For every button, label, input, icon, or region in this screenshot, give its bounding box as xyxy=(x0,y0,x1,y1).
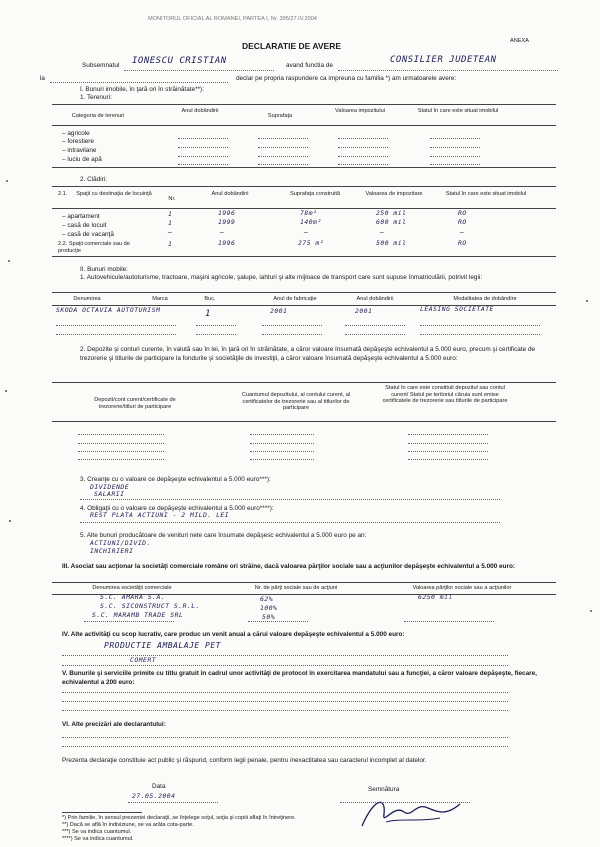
vehicles-header-modalitate: Modalitatea de dobândire xyxy=(453,296,517,302)
comerciale-nr: 1 xyxy=(168,240,173,248)
cladiri-row-stat: — xyxy=(460,228,465,236)
deposits-header-tip: Depozit/cont curent/certificate de trezorerie/titluri de participare xyxy=(94,397,176,410)
cladiri-row-stat: RO xyxy=(458,209,467,217)
creante-line-1: DIVIDENDE xyxy=(90,483,130,491)
deposits-header-stat: Statul în care este constituit depozitul sau contul curent/ Statul pe teritoriul căruia sunt emise certificatele de trezorerie sau titlurile de participare xyxy=(382,385,508,405)
cladiri-header-suprafata: Suprafaţa construită xyxy=(289,191,341,197)
deposits-heading: 2. Depozite şi conturi curente, în valută sau în lei, în ţară ori în străinătate, a căror valoare însumată depăşeşte echivalentul a 5.000 euro, precum şi certificate de trezorerie şi titlurile de participare la fondurile şi societăţile de investiţii, a căror valoare însumată depăşeşte echivalentul a 5.000 euro: xyxy=(80,346,536,362)
la-label: la xyxy=(40,75,45,82)
terenuri-row-agricole: – agricole xyxy=(62,130,90,137)
vehicles-header-dobandire: Anul dobândirii xyxy=(356,296,394,302)
section-4-heading: IV. Alte activităţi cu scop lucrativ, care produc un venit anual a cărui valoare depăşeşte echivalentul a 5.000 euro: xyxy=(62,631,405,638)
cladiri-row-suprafata: 140m² xyxy=(300,218,322,226)
terenuri-header-suprafata: Suprafaţa xyxy=(267,113,293,119)
section-1-heading: I. Bunuri imobile, în ţară ori în străinătate**): xyxy=(80,86,204,93)
annex-label: ANEXA xyxy=(510,38,529,44)
comerciale-an: 1996 xyxy=(218,239,236,247)
terenuri-row-forestiere: – forestiere xyxy=(62,138,94,145)
company-name: S.C. SICONSTRUCT S.R.L. xyxy=(100,602,200,610)
deposits-header-cuantum: Cuantumul depozitului, al contului curent, al certificatelor de trezorerie sau al titlurilor de participare xyxy=(241,392,351,412)
terenuri-header-categoria: Categoria de terenuri xyxy=(71,113,125,119)
footnote-3: ***) Se va indica cuantumul. xyxy=(62,829,132,835)
terenuri-row-luciu: – luciu de apă xyxy=(62,156,102,163)
comerciale-label: 2.2. Spaţii comerciale sau de producţie xyxy=(58,241,130,254)
footnote-4: ****) Se va indica cuantumul. xyxy=(62,836,134,842)
date-value: 27.05.2004 xyxy=(132,792,176,800)
company-value: 6250 mil xyxy=(418,593,453,601)
company-shares: 50% xyxy=(262,613,276,621)
cladiri-row-valoare: 600 mil xyxy=(376,218,407,226)
closing-statement: Prezenta declaraţie constituie act public şi răspund, conform legii penale, pentru inexactitatea sau caracterul incomplet al datelor. xyxy=(62,757,427,764)
cladiri-row-an: 1999 xyxy=(218,218,236,226)
vehicle-an-dobandire: 2001 xyxy=(355,307,373,315)
cladiri-row-label: – casă de locuit xyxy=(62,222,107,229)
cladiri-row-label: – casă de vacanţă xyxy=(62,231,114,238)
cladiri-row-nr: — xyxy=(168,228,173,236)
alte-bunuri-heading: 5. Alte bunuri producătoare de venituri nete care însumate depăşesc echivalentul a 5.000 euro pe an: xyxy=(80,532,367,539)
footnote-2: **) Dacă se află în indiviziune, se va arăta cota-parte. xyxy=(62,822,194,828)
cladiri-row-suprafata: 78m² xyxy=(300,209,318,217)
vehicles-header-fabricatie: Anul de fabricaţie xyxy=(273,296,317,302)
vehicle-denumire: SKODA OCTAVIA AUTOTURISM xyxy=(56,306,161,314)
cladiri-row-an: 1996 xyxy=(218,209,236,217)
subsemnatul-label: Subsemnatul xyxy=(82,62,120,69)
vehicles-header-marca: Marca xyxy=(152,296,168,302)
terenuri-header-an: Anul dobândirii xyxy=(181,108,219,114)
vehicle-modalitate: LEASING SOCIETATE xyxy=(420,305,494,313)
obligatii-line-1: REST PLATA ACTIUNI - 2 MILD. LEI xyxy=(90,511,230,519)
date-label: Data xyxy=(152,783,166,790)
comerciale-stat: RO xyxy=(458,239,467,247)
creante-heading: 3. Creanţe cu o valoare ce depăşeşte echivalentul a 5.000 euro***): xyxy=(80,476,271,483)
creante-line-2: SALARII xyxy=(94,490,125,498)
monitor-header: MONITORUL OFICIAL AL ROMANEI, PARTEA I, Nr. 395/27.IV.2004 xyxy=(148,16,317,22)
company-shares: 100% xyxy=(260,604,278,612)
cladiri-row-valoare: — xyxy=(380,228,385,236)
section-3-heading: III. Asociat sau acţionar la societăţi comerciale române ori străine, dacă valoarea părţilor sociale sau a acţiunilor depăşeşte echivalentul a 5.000 euro: xyxy=(62,563,515,570)
cladiri-num: 2.1. xyxy=(58,191,68,197)
alte-bunuri-line-2: INCHIRIERI xyxy=(90,547,134,555)
vehicles-header-buc: Buc. xyxy=(204,296,216,302)
cladiri-header-nr: Nr. xyxy=(168,196,176,202)
section-6-heading: VI. Alte precizări ale declarantului: xyxy=(62,721,166,728)
document-title: DECLARATIE DE AVERE xyxy=(242,41,342,51)
signature-label: Semnătura xyxy=(368,786,400,793)
declar-text: declar pe propria raspundere ca impreuna cu familia *) am urmatoarele avere: xyxy=(236,75,457,82)
company-shares: 62% xyxy=(260,595,274,603)
company-name: S.C. AMARA S.A. xyxy=(100,593,166,601)
obligatii-heading: 4. Obligaţii cu o valoare ce depăşeşte echivalentul a 5.000 euro****): xyxy=(80,505,274,512)
cladiri-header-an: Anul dobândirii xyxy=(211,191,249,197)
cladiri-row-label: – apartament xyxy=(62,213,100,220)
cladiri-row-stat: RO xyxy=(458,218,467,226)
cladiri-row-an: — xyxy=(220,228,225,236)
alte-bunuri-line-1: ACTIUNI/DIVID. xyxy=(90,539,151,547)
section-2-heading: II. Bunuri mobile: xyxy=(80,266,128,273)
cladiri-header-valoare: Valoarea de impozitare xyxy=(365,191,423,197)
companies-header-nr: Nr. de părţi sociale sau de acţiuni xyxy=(254,585,338,591)
declarant-name: IONESCU CRISTIAN xyxy=(132,56,227,66)
terenuri-header-stat: Statul în care este situat imobilul xyxy=(417,108,499,114)
cladiri-row-suprafata: — xyxy=(304,228,309,236)
cladiri-row-valoare: 250 mil xyxy=(376,209,407,217)
section-5-heading: V. Bunurile şi serviciile primite cu titlu gratuit în cadrul unor activităţi de protocol în exercitarea mandatului sau a funcţiei, a căror valoare depăşeşte, fiecare, echivalentul a 200 euro: xyxy=(62,670,537,686)
comerciale-suprafata: 275 m² xyxy=(298,239,325,247)
vehicle-buc: 1 xyxy=(205,309,211,319)
vehicles-heading: 1. Autovehicule/autoturisme, tractoare, maşini agricole, şalupe, iahturi şi alte mijloace de transport care sunt supuse înmatriculării, potrivit legii: xyxy=(80,274,483,281)
function-value: CONSILIER JUDETEAN xyxy=(390,55,497,65)
cladiri-row-nr: 1 xyxy=(168,219,173,227)
cladiri-header-stat: Statul în care este situat imobilul xyxy=(445,191,527,197)
terenuri-row-intravilane: – intravilane xyxy=(62,147,97,154)
activitati-line-2: COMERT xyxy=(130,656,157,664)
cladiri-heading: 2. Clădiri: xyxy=(80,176,107,183)
companies-header-valoare: Valoarea părţilor sociale sau a acţiunilor xyxy=(412,585,512,591)
function-label: avand functia de xyxy=(286,62,333,69)
footnote-1: *) Prin familie, în sensul prezentei declaraţii, se înţelege soţul, soţia şi copiii aflaţi în întreţinere. xyxy=(62,815,296,821)
comerciale-valoare: 500 mil xyxy=(376,239,407,247)
companies-header-denumire: Denumirea societăţii comerciale xyxy=(92,585,172,591)
vehicles-header-denumirea: Denumirea xyxy=(73,296,101,302)
handwritten-signature xyxy=(356,792,466,832)
vehicle-an-fabricatie: 2001 xyxy=(270,307,288,315)
terenuri-header-valoare: Valoarea impozitului xyxy=(335,108,385,114)
company-name: S.C. MARAMB TRADE SRL xyxy=(92,611,184,619)
terenuri-heading: 1. Terenuri: xyxy=(80,94,112,101)
cladiri-header-spatii: Spaţii cu destinaţia de locuinţă xyxy=(76,191,152,197)
activitati-line-1: PRODUCTIE AMBALAJE PET xyxy=(104,641,221,650)
cladiri-row-nr: 1 xyxy=(168,210,173,218)
